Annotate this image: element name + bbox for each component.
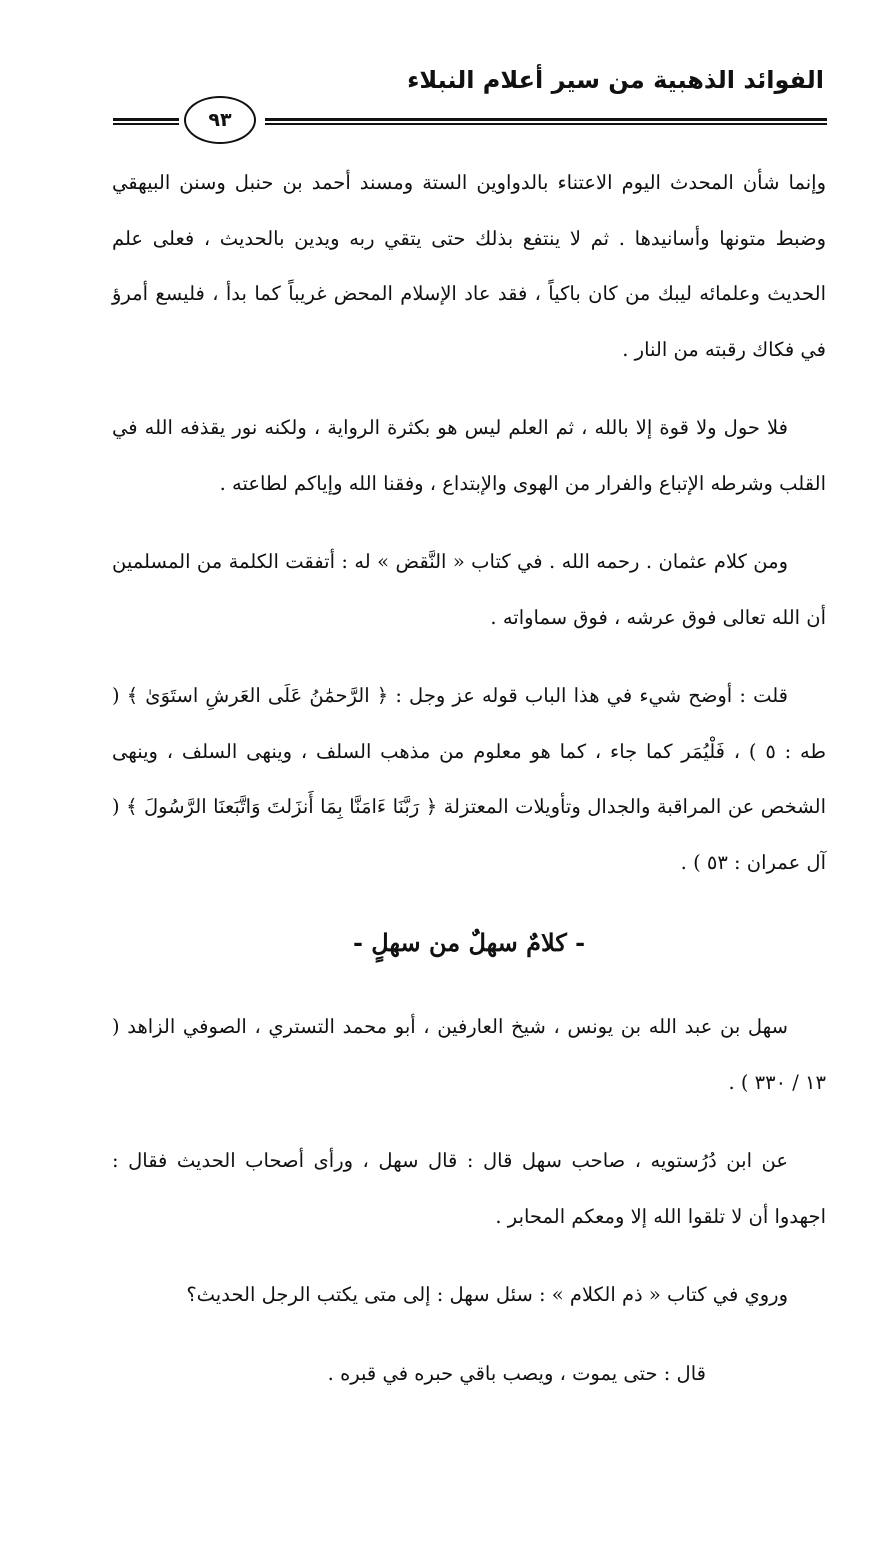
header-rule-left-top: [113, 118, 179, 121]
section-heading: - كلامٌ سهلٌ من سهلٍ -: [352, 928, 586, 957]
paragraph: فلا حول ولا قوة إلا بالله ، ثم العلم ليس هو بكثرة الرواية ، ولكنه نور يقذفه الله في القلب وشرطه الإتباع والفرار من الهوى والإبتداع ، وفقنا الله وإياكم لطاعته .: [112, 416, 826, 495]
page-number: ٩٣: [184, 96, 256, 144]
paragraph: ومن كلام عثمان . رحمه الله . في كتاب « النَّقض » له : أتفقت الكلمة من المسلمين أن الله تعالى فوق عرشه ، فوق سماواته .: [112, 550, 826, 629]
paragraph: قال : حتى يموت ، ويصب باقي حبره في قبره .: [327, 1361, 706, 1385]
header-rule-right-bottom: [265, 123, 827, 125]
paragraph: وإنما شأن المحدث اليوم الاعتناء بالدواوين الستة ومسند أحمد بن حنبل وسنن البيهقي وضبط متونها وأسانيدها . ثم لا ينتفع بذلك حتى يتقي ربه ويدين بالحديث ، فعلى علم الحديث وعلمائه ليبك من كان باكياً ، فقد عاد الإسلام المحض غريباً كما بدأ ، فليسع أمرؤ في فكاك رقبته من النار .: [112, 171, 826, 361]
paragraph: قلت : أوضح شيء في هذا الباب قوله عز وجل : ﴿ الرَّحمَٰنُ عَلَى العَرشِ استَوَىٰ ﴾ ( طه : ٥ ) ، فَلْيُمَر كما جاء ، كما هو معلوم من مذهب السلف ، وينهى السلف ، وينهى الشخص عن المراقبة والجدال وتأويلات المعتزلة ﴿ رَبَّنَا ءَامَنَّا بِمَا أَنزَلتَ وَاتَّبَعنَا الرَّسُولَ ﴾ ( آل عمران : ٥٣ ) .: [112, 684, 826, 874]
page-body: [112, 155, 826, 1401]
paragraph: سهل بن عبد الله بن يونس ، شيخ العارفين ، أبو محمد التستري ، الصوفي الزاهد ( ١٣ / ٣٣٠ ) .: [112, 1015, 826, 1094]
paragraph: وروي في كتاب « ذم الكلام » : سئل سهل : إلى متى يكتب الرجل الحديث؟: [186, 1283, 788, 1306]
paragraph: عن ابن دُرُستويه ، صاحب سهل قال : قال سهل ، ورأى أصحاب الحديث فقال : اجهدوا أن لا تلقوا الله إلا ومعكم المحابر .: [112, 1149, 826, 1228]
header-rule-right-top: [265, 118, 827, 121]
running-header-title: الفوائد الذهبية من سير أعلام النبلاء: [407, 66, 824, 94]
header-rule-left-bottom: [113, 123, 179, 125]
